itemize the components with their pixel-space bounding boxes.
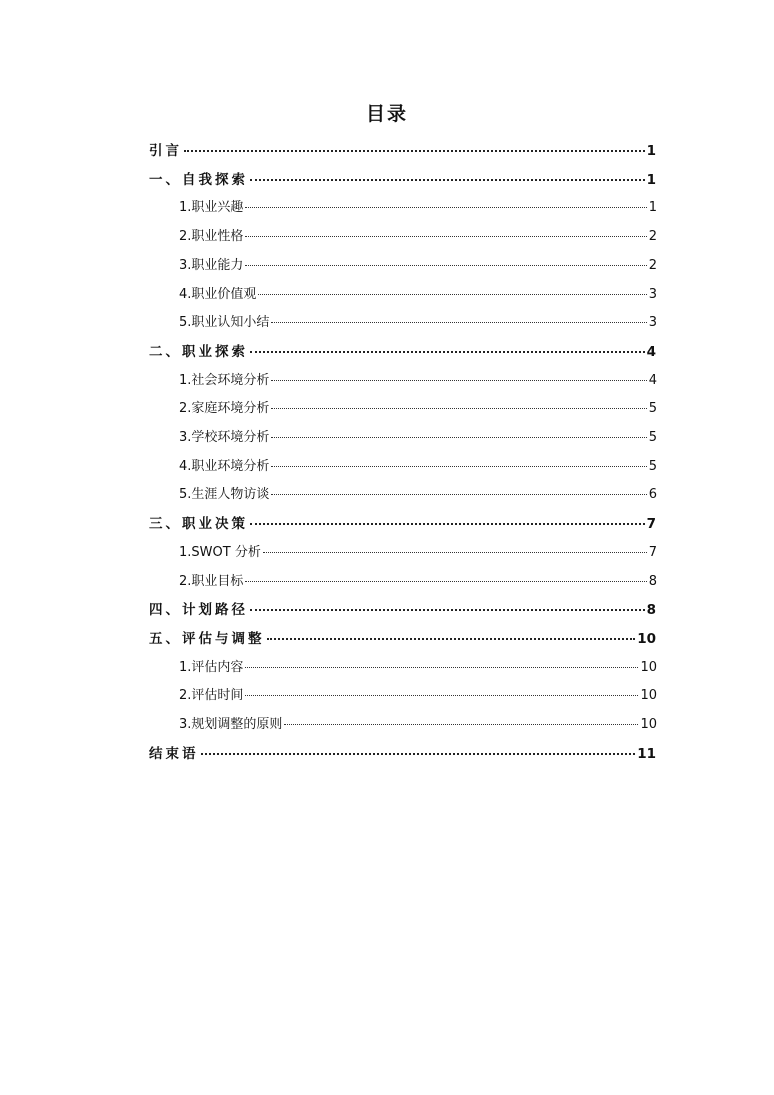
toc-entry-title: 4.职业价值观 (179, 286, 257, 302)
toc-page-number: 5 (648, 401, 657, 417)
toc-entry-title: 五、评估与调整 (149, 630, 265, 647)
toc-section-entry[interactable] (179, 656, 657, 680)
toc-chapter-entry[interactable] (149, 742, 656, 766)
toc-section-entry[interactable] (179, 684, 657, 708)
toc-section-entry[interactable] (179, 311, 657, 335)
toc-section-entry[interactable] (179, 455, 657, 479)
toc-entry-title: 1.职业兴趣 (179, 200, 244, 216)
page-title: 目录 (365, 103, 408, 125)
toc-page-number: 10 (640, 659, 657, 675)
toc-section-entry[interactable] (179, 225, 657, 249)
toc-section-entry[interactable] (179, 426, 657, 450)
toc-page-number: 7 (648, 544, 657, 560)
toc-section-entry[interactable] (179, 483, 657, 507)
toc-page-number: 8 (646, 602, 656, 619)
toc-entry-title: 2.职业性格 (179, 229, 244, 245)
toc-chapter-entry[interactable] (149, 139, 656, 163)
toc-section-entry[interactable] (179, 541, 657, 565)
toc-dot-leader (271, 493, 646, 495)
toc-page-number: 5 (648, 430, 657, 445)
toc-dot-leader (263, 551, 647, 553)
toc-dot-leader (250, 608, 645, 611)
toc-dot-leader (271, 436, 646, 438)
toc-entry-title: 1.社会环境分析 (179, 372, 270, 388)
toc-page-number: 3 (648, 286, 657, 302)
toc-page-number: 1 (646, 143, 656, 159)
toc-page-number: 10 (637, 630, 656, 647)
toc-dot-leader (271, 321, 646, 323)
toc-dot-leader (184, 149, 645, 152)
toc-page-number: 2 (648, 257, 657, 273)
toc-dot-leader (245, 235, 646, 237)
toc-entry-title: 2.职业目标 (179, 573, 244, 589)
toc-page-number: 6 (648, 487, 657, 503)
toc-entry-title: 3.规划调整的原则 (179, 717, 283, 732)
toc-dot-leader (245, 580, 646, 582)
toc-page-number: 3 (648, 315, 657, 331)
toc-entry-title: 引言 (149, 143, 182, 159)
toc-chapter-entry[interactable] (149, 340, 656, 364)
toc-entry-title: 四、计划路径 (149, 602, 248, 619)
toc-entry-title: 5.职业认知小结 (179, 315, 270, 331)
toc-entry-title: 二、职业探索 (149, 343, 248, 360)
toc-page-number: 7 (646, 516, 656, 533)
toc-entry-title: 1.SWOT 分析 (179, 544, 261, 560)
toc-page-number: 2 (648, 229, 657, 245)
toc-dot-leader (271, 407, 646, 409)
toc-page-number: 1 (646, 171, 656, 188)
toc-dot-leader (267, 637, 636, 640)
toc-chapter-entry[interactable] (149, 627, 656, 651)
toc-entry-title: 3.职业能力 (179, 257, 244, 273)
toc-page-number: 8 (648, 573, 657, 589)
toc-page-number: 10 (640, 688, 657, 704)
toc-chapter-entry[interactable] (149, 598, 656, 622)
toc-section-entry[interactable] (179, 196, 657, 220)
toc-section-entry[interactable] (179, 369, 657, 393)
toc-entry-title: 1.评估内容 (179, 659, 244, 675)
toc-page-number: 4 (648, 372, 657, 388)
toc-section-entry[interactable] (179, 570, 657, 594)
toc-dot-leader (245, 206, 646, 208)
toc-dot-leader (250, 350, 645, 353)
toc-section-entry[interactable] (179, 713, 657, 737)
toc-section-entry[interactable] (179, 397, 657, 421)
toc-entry-title: 5.生涯人物访谈 (179, 487, 270, 503)
toc-entry-title: 2.评估时间 (179, 688, 244, 704)
toc-page-number: 10 (640, 717, 657, 732)
toc-dot-leader (250, 522, 645, 525)
toc-dot-leader (201, 752, 636, 755)
toc-dot-leader (271, 465, 646, 467)
toc-page-number: 11 (637, 745, 656, 762)
toc-entry-title: 三、职业决策 (149, 516, 248, 533)
toc-dot-leader (271, 379, 646, 381)
toc-section-entry[interactable] (179, 283, 657, 307)
toc-chapter-entry[interactable] (149, 512, 656, 536)
toc-entry-title: 2.家庭环境分析 (179, 401, 270, 417)
toc-section-entry[interactable] (179, 254, 657, 278)
toc-dot-leader (245, 694, 638, 696)
toc-dot-leader (258, 293, 646, 295)
toc-dot-leader (245, 264, 646, 266)
toc-entry-title: 结束语 (149, 745, 199, 762)
toc-entry-title: 一、自我探索 (149, 171, 248, 188)
toc-page-number: 4 (646, 343, 656, 360)
toc-dot-leader (250, 178, 645, 181)
toc-entry-title: 3.学校环境分析 (179, 430, 270, 445)
toc-dot-leader (245, 666, 638, 668)
toc-chapter-entry[interactable] (149, 168, 656, 192)
toc-page-number: 5 (648, 458, 657, 474)
toc-page-number: 1 (648, 200, 657, 216)
toc-dot-leader (284, 723, 638, 725)
toc-entry-title: 4.职业环境分析 (179, 458, 270, 474)
